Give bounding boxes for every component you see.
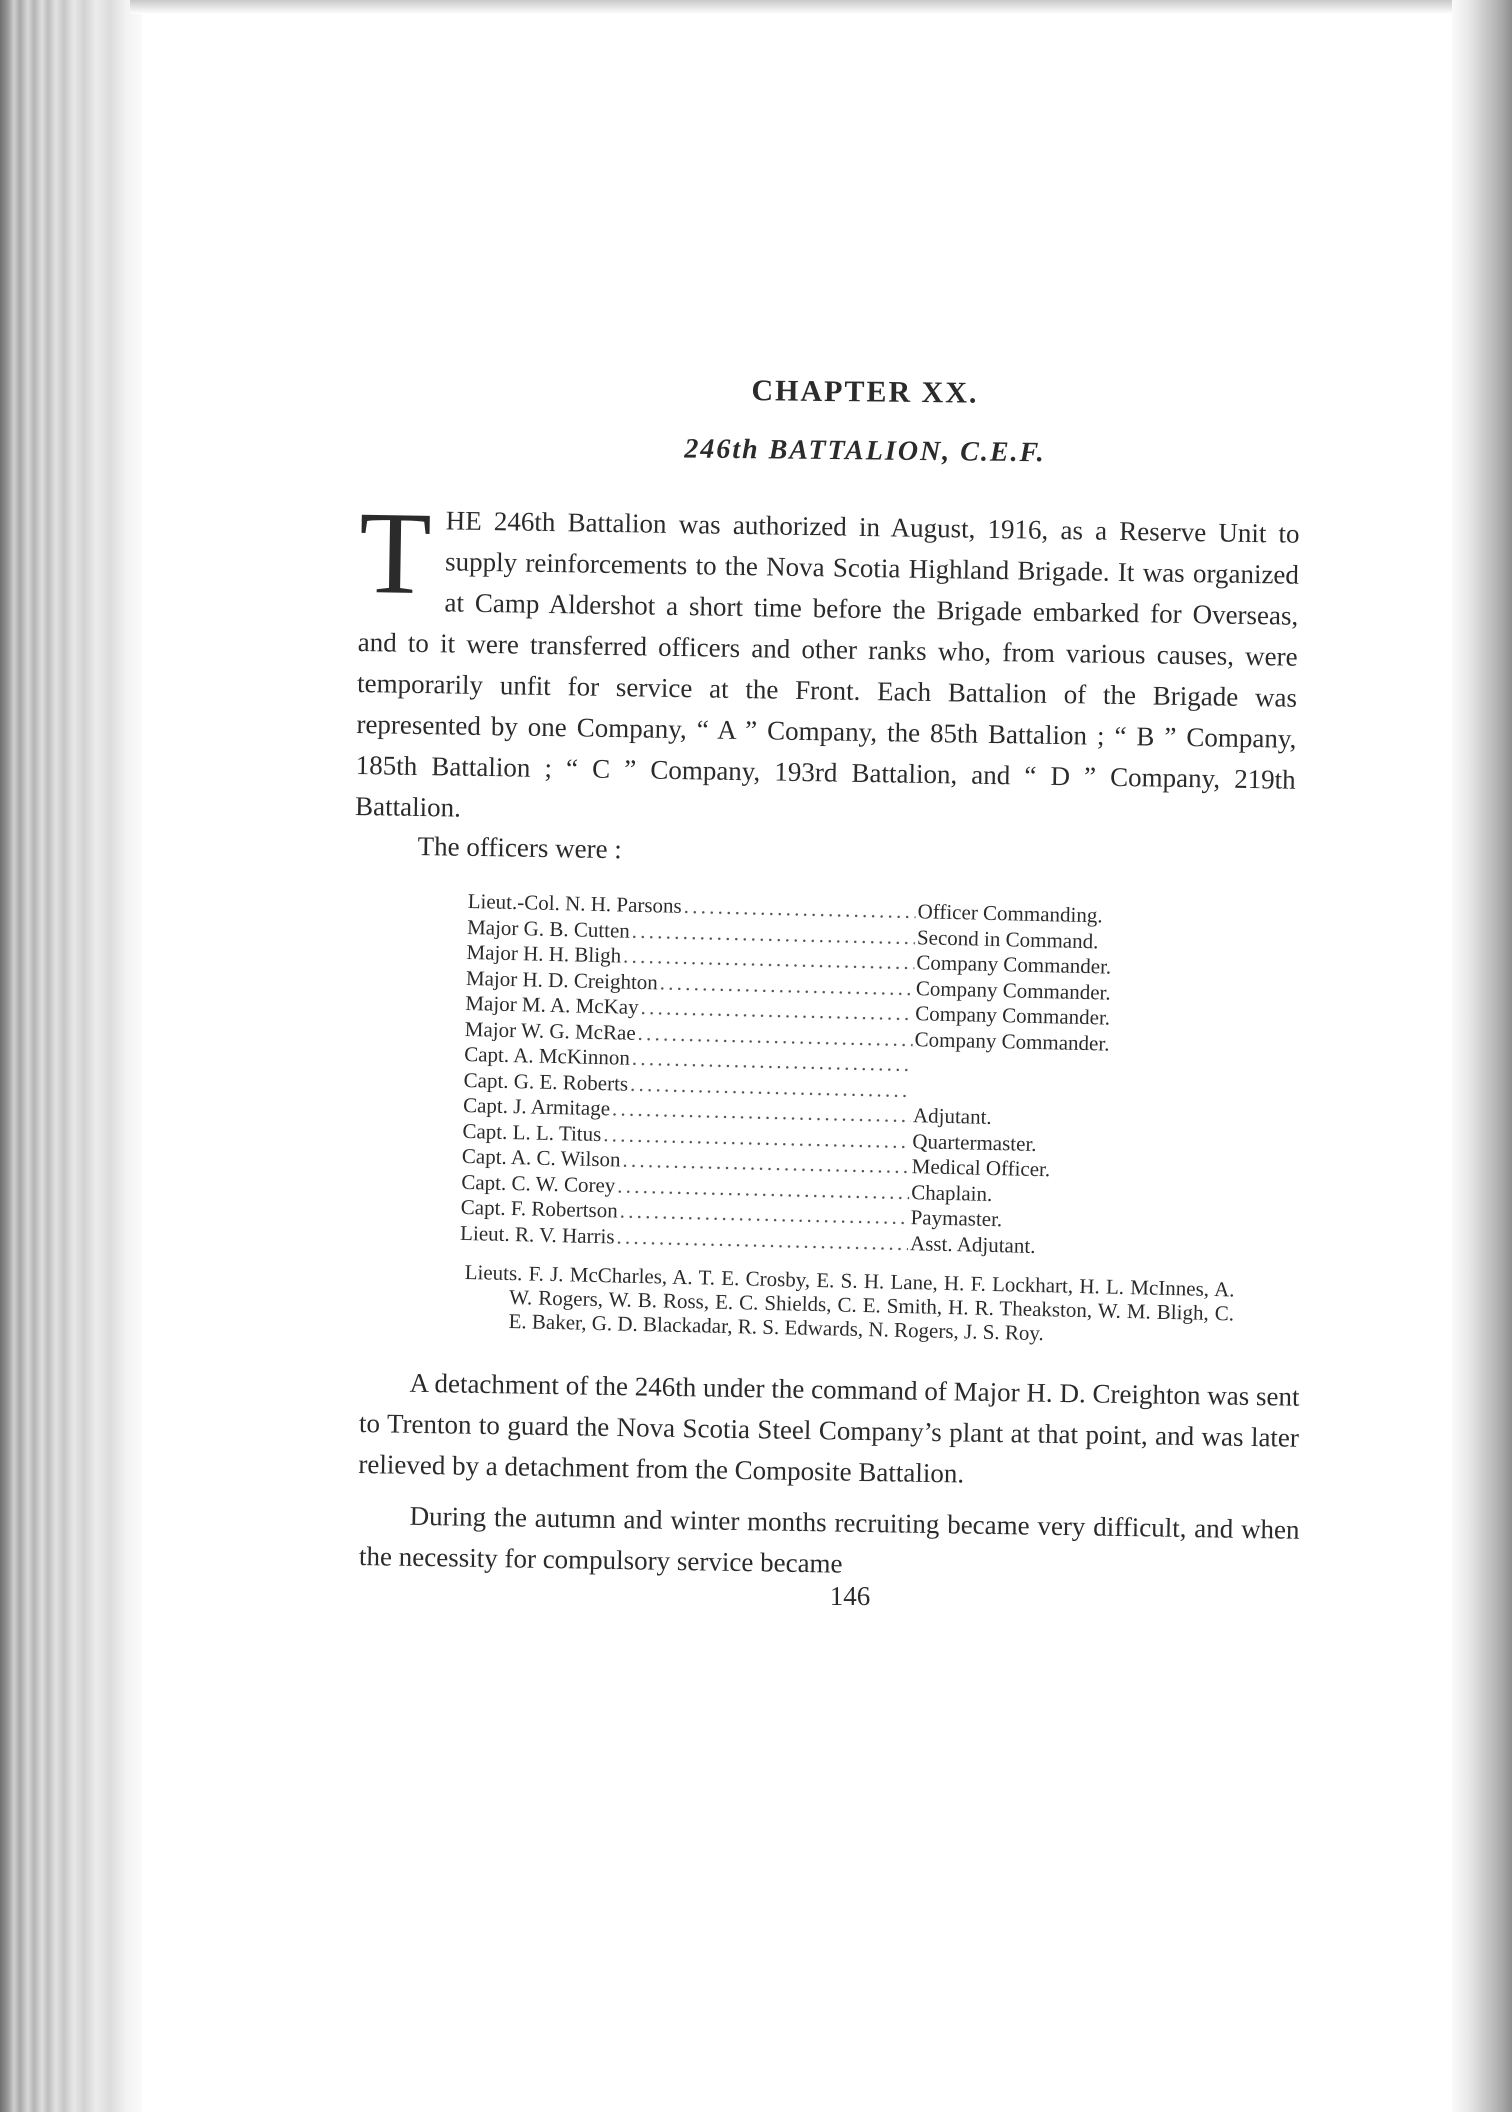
officer-name: Capt. L. L. Titus xyxy=(462,1118,602,1146)
officer-role: Chaplain. xyxy=(910,1179,993,1206)
officers-intro: The officers were : xyxy=(417,830,623,865)
chapter-subtitle: 246th BATTALION, C.E.F. xyxy=(684,433,1046,469)
officer-name: Capt. F. Robertson xyxy=(460,1194,619,1223)
officer-role: Officer Commanding. xyxy=(917,899,1103,928)
intro-text: HE 246th Battalion was authorized in August, 1916, as a Reserve Unit to supply reinforcements to the Nova Scotia Highland Brigade. It was organized at Camp Aldershot a short time before the Brigade embarked for Overseas, and to it were transferred officers and other ranks who, from various causes, were temporarily unfit for service at the Front. Each Battalion of the Brigade was represented by one Company, “ A ” Company, the 85th Battalion ; “ B ” Company, 185th Battalion ; “ C ” Company, 193rd Battalion, and “ D ” Company, 219th Battalion. xyxy=(354,505,1300,823)
officer-name: Capt. J. Armitage xyxy=(462,1092,611,1121)
officer-role: Asst. Adjutant. xyxy=(909,1230,1036,1258)
officer-name: Major H. H. Bligh xyxy=(466,939,622,968)
officer-role: Medical Officer. xyxy=(911,1154,1051,1182)
book-edge-left xyxy=(0,0,142,2112)
officer-name: Major G. B. Cutten xyxy=(466,914,631,943)
body-paragraph: During the autumn and winter months recruiting became very difficult, and when the necessity for compulsory service became xyxy=(358,1500,1300,1579)
officer-role: Adjutant. xyxy=(912,1103,992,1129)
officer-name: Capt. G. E. Roberts xyxy=(463,1067,629,1096)
officer-name: Major M. A. McKay xyxy=(465,990,639,1019)
officer-roster xyxy=(460,889,1188,1262)
officer-name: Capt. A. C. Wilson xyxy=(461,1143,621,1172)
officer-name: Capt. C. W. Corey xyxy=(461,1169,616,1197)
lieutenants-list: Lieuts. F. J. McCharles, A. T. E. Crosby, E. S. H. Lane, H. F. Lockhart, H. L. McInnes, A. W. Rogers, W. B. Ross, E. C. Shields, C. E. Smith, H. R. Theakston, W. M. Bligh, C. E. Baker, G. D. Blackadar, R. S. Edwards, N. Rogers, J. S. Roy. xyxy=(464,1260,1235,1346)
officer-role: Paymaster. xyxy=(910,1205,1003,1232)
page-number: 146 xyxy=(829,1581,871,1611)
officer-role: Second in Command. xyxy=(916,924,1099,953)
officer-role: Quartermaster. xyxy=(912,1128,1037,1156)
intro-paragraph xyxy=(354,487,1300,842)
chapter-title: CHAPTER XX. xyxy=(751,374,979,410)
book-page xyxy=(354,374,1300,1612)
page-top-shadow xyxy=(130,0,1452,14)
officer-role: Company Commander. xyxy=(914,1026,1110,1056)
drop-cap: T xyxy=(358,487,433,620)
officer-name: Major W. G. McRae xyxy=(464,1016,636,1045)
dot-leader xyxy=(616,1224,908,1256)
officer-role: Company Commander. xyxy=(915,1001,1111,1030)
officer-role: Company Commander. xyxy=(915,975,1111,1005)
body-paragraph: A detachment of the 246th under the command of Major H. D. Creighton was sent to Trenton to guard the Nova Scotia Steel Company’s plant at that point, and was later relieved by a detachment from the Composite Battalion. xyxy=(358,1367,1300,1489)
book-edge-right xyxy=(1452,0,1512,2112)
officer-name: Lieut.-Col. N. H. Parsons xyxy=(467,889,683,918)
officer-name: Lieut. R. V. Harris xyxy=(459,1220,615,1248)
officer-name: Capt. A. McKinnon xyxy=(463,1041,631,1070)
officer-role: Company Commander. xyxy=(916,950,1112,979)
officer-name: Major H. D. Creighton xyxy=(465,965,659,994)
